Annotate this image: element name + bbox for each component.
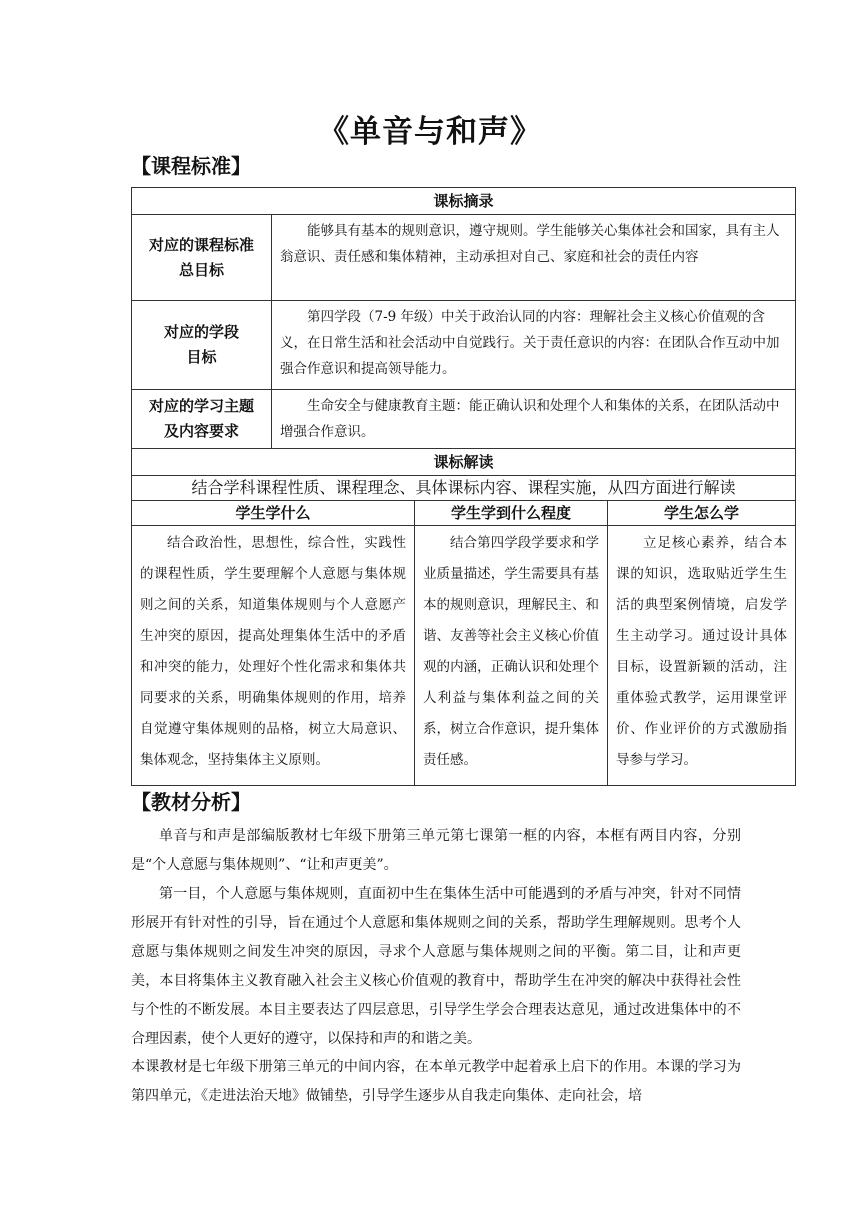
column-text-what: 结合政治性，思想性，综合性，实践性的课程性质，学生要理解个人意愿与集体规则之间的关系，知道集体规则与个人意愿产生冲突的原因，提高处理集体生活中的矛盾和冲突的能力，处理好个性化需求和集体共同要求的关系，明确集体规则的作用，培养自觉遵守集体规则的品格，树立大局意识、集体观念，坚持集体主义原则。 — [132, 526, 415, 786]
column-text-degree: 结合第四学段学要求和学业质量描述，学生需要具有基本的规则意识，理解民主、和谐、友善等社会主义核心价值观的内涵，正确认识和处理个人利益与集体利益之间的关系，树立合作意识，提升集体责任感。 — [415, 526, 608, 786]
excerpt-header: 课标摘录 — [132, 188, 796, 215]
analysis-paragraph-1: 单音与和声是部编版教材七年级下册第三单元第七课第一框的内容，本框有两目内容，分别是“个人意愿与集体规则”、“让和声更美”。 — [131, 828, 741, 873]
column-heading-what: 学生学什么 — [132, 501, 415, 526]
interpretation-header: 课标解读 — [132, 449, 796, 476]
section-heading-textbook-analysis: 【教材分析】 — [131, 790, 251, 814]
document-title: 《单音与和声》 — [318, 114, 542, 150]
row-label-learning-theme: 对应的学习主题 及内容要求 — [132, 390, 272, 449]
section-heading-course-standards: 【课程标准】 — [131, 154, 251, 178]
row-label-stage-goal: 对应的学段 目标 — [132, 301, 272, 390]
row-text-learning-theme: 生命安全与健康教育主题：能正确认识和处理个人和集体的关系，在团队活动中增强合作意识。 — [272, 390, 796, 449]
row-label-general-goal: 对应的课程标准 总目标 — [132, 215, 272, 301]
column-text-how: 立足核心素养，结合本课的知识，选取贴近学生生活的典型案例情境，启发学生主动学习。通过设计具体目标，设置新颖的活动，注重体验式教学，运用课堂评价、作业评价的方式激励指导参与学习。 — [608, 526, 796, 786]
column-heading-degree: 学生学到什么程度 — [415, 501, 608, 526]
row-text-stage-goal: 第四学段（7-9 年级）中关于政治认同的内容：理解社会主义核心价值观的含义，在日常生活和社会活动中自觉践行。关于责任意识的内容：在团队合作互动中加强合作意识和提高领导能力。 — [272, 301, 796, 390]
interpretation-summary: 结合学科课程性质、课程理念、具体课标内容、课程实施，从四方面进行解读 — [132, 476, 796, 501]
row-text-general-goal: 能够具有基本的规则意识，遵守规则。学生能够关心集体社会和国家，具有主人翁意识、责任感和集体精神，主动承担对自己、家庭和社会的责任内容 — [272, 215, 796, 301]
column-heading-how: 学生怎么学 — [608, 501, 796, 526]
analysis-paragraph-3: 本课教材是七年级下册第三单元的中间内容，在本单元教学中起着承上启下的作用。本课的学习为第四单元，《走进法治天地》做铺垫，引导学生逐步从自我走向集体、走向社会，培 — [131, 1059, 741, 1104]
course-standards-table — [131, 187, 796, 786]
analysis-paragraph-2: 第一目，个人意愿与集体规则，直面初中生在集体生活中可能遇到的矛盾与冲突，针对不同情形展开有针对性的引导，旨在通过个人意愿和集体规则之间的关系，帮助学生理解规则。思考个人意愿与集体规则之间发生冲突的原因，寻求个人意愿与集体规则之间的平衡。第二目，让和声更美，本目将集体主义教育融入社会主义核心价值观的教育中，帮助学生在冲突的解决中获得社会性与个性的不断发展。本目主要表达了四层意思，引导学生学会合理表达意见，通过改进集体中的不合理因素，使个人更好的遵守，以保持和声的和谐之美。 — [131, 886, 741, 1047]
